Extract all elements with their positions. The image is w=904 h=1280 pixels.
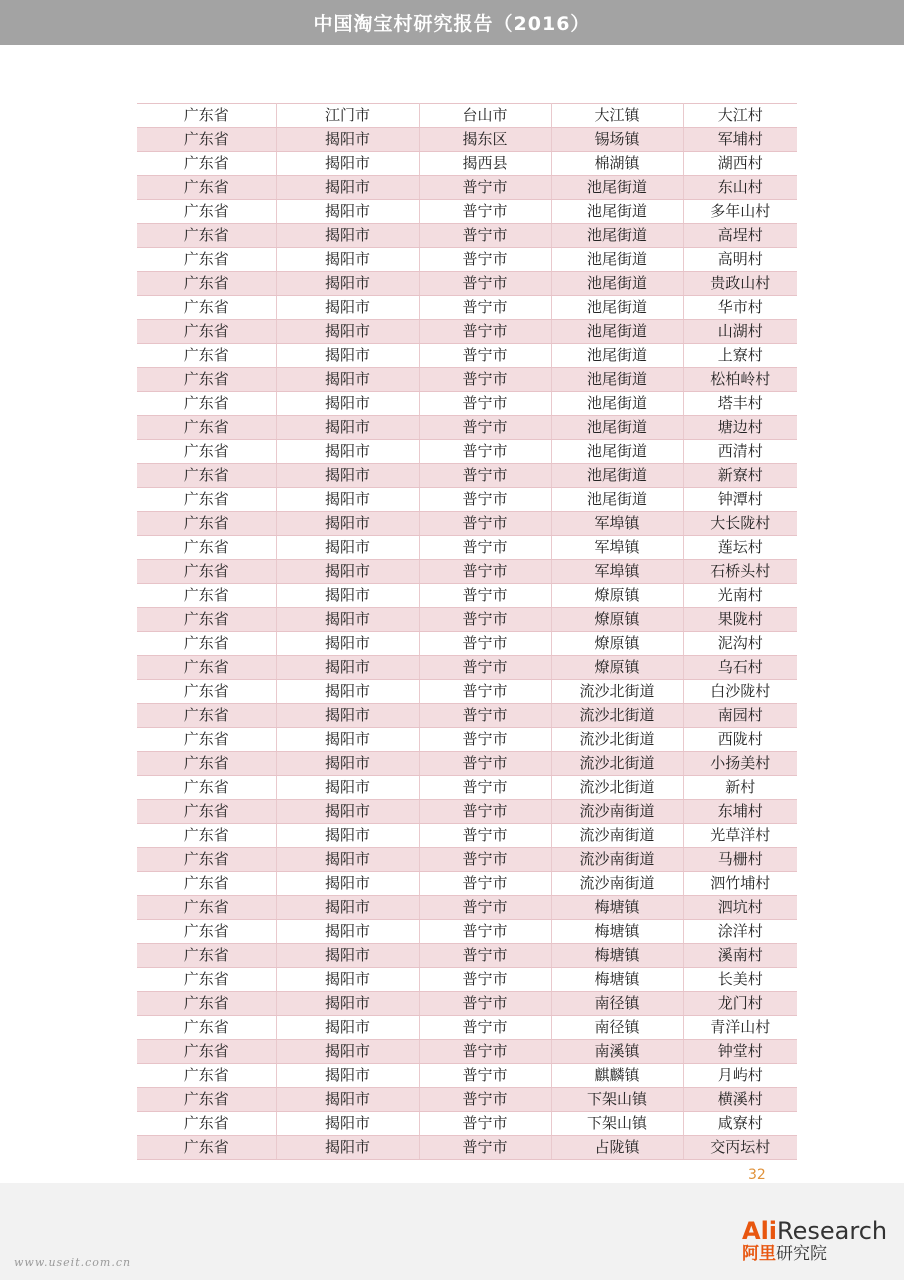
county-cell: 普宁市 [419, 296, 551, 320]
city-cell: 揭阳市 [276, 200, 419, 224]
village-cell: 西陇村 [683, 728, 797, 752]
table-row [137, 1088, 797, 1112]
town-cell: 燎原镇 [551, 656, 683, 680]
table-row [137, 440, 797, 464]
table-row [137, 656, 797, 680]
city-cell: 揭阳市 [276, 296, 419, 320]
province-cell: 广东省 [137, 512, 276, 536]
county-cell: 普宁市 [419, 488, 551, 512]
city-cell: 揭阳市 [276, 248, 419, 272]
town-cell: 军埠镇 [551, 560, 683, 584]
city-cell: 揭阳市 [276, 272, 419, 296]
table-row [137, 944, 797, 968]
village-cell: 南园村 [683, 704, 797, 728]
table-row [137, 176, 797, 200]
logo-wordmark [742, 1218, 902, 1244]
town-cell: 下架山镇 [551, 1088, 683, 1112]
town-cell: 燎原镇 [551, 632, 683, 656]
province-cell: 广东省 [137, 968, 276, 992]
table-row [137, 1016, 797, 1040]
county-cell: 普宁市 [419, 176, 551, 200]
town-cell: 锡场镇 [551, 128, 683, 152]
table-row [137, 320, 797, 344]
county-cell: 普宁市 [419, 248, 551, 272]
province-cell: 广东省 [137, 1016, 276, 1040]
table-row [137, 968, 797, 992]
village-cell: 乌石村 [683, 656, 797, 680]
province-cell: 广东省 [137, 584, 276, 608]
county-cell: 普宁市 [419, 512, 551, 536]
town-cell: 麒麟镇 [551, 1064, 683, 1088]
town-cell: 流沙北街道 [551, 680, 683, 704]
table-row [137, 464, 797, 488]
city-cell: 揭阳市 [276, 944, 419, 968]
table-row [137, 368, 797, 392]
village-cell: 泥沟村 [683, 632, 797, 656]
county-cell: 揭西县 [419, 152, 551, 176]
county-cell: 普宁市 [419, 1112, 551, 1136]
province-cell: 广东省 [137, 368, 276, 392]
county-cell: 普宁市 [419, 1064, 551, 1088]
province-cell: 广东省 [137, 392, 276, 416]
county-cell: 普宁市 [419, 344, 551, 368]
town-cell: 流沙南街道 [551, 848, 683, 872]
table-row [137, 1040, 797, 1064]
town-cell: 流沙南街道 [551, 824, 683, 848]
table-row [137, 344, 797, 368]
village-cell: 钟潭村 [683, 488, 797, 512]
city-cell: 揭阳市 [276, 1064, 419, 1088]
province-cell: 广东省 [137, 128, 276, 152]
county-cell: 台山市 [419, 104, 551, 128]
province-cell: 广东省 [137, 848, 276, 872]
city-cell: 揭阳市 [276, 152, 419, 176]
town-cell: 占陇镇 [551, 1136, 683, 1160]
province-cell: 广东省 [137, 248, 276, 272]
village-cell: 涂洋村 [683, 920, 797, 944]
city-cell: 揭阳市 [276, 824, 419, 848]
city-cell: 揭阳市 [276, 128, 419, 152]
province-cell: 广东省 [137, 632, 276, 656]
city-cell: 揭阳市 [276, 872, 419, 896]
town-cell: 池尾街道 [551, 440, 683, 464]
province-cell: 广东省 [137, 656, 276, 680]
town-cell: 燎原镇 [551, 584, 683, 608]
village-cell: 溪南村 [683, 944, 797, 968]
province-cell: 广东省 [137, 416, 276, 440]
village-cell: 塘边村 [683, 416, 797, 440]
province-cell: 广东省 [137, 1064, 276, 1088]
county-cell: 普宁市 [419, 1016, 551, 1040]
county-cell: 普宁市 [419, 800, 551, 824]
city-cell: 揭阳市 [276, 992, 419, 1016]
town-cell: 梅塘镇 [551, 968, 683, 992]
town-cell: 池尾街道 [551, 200, 683, 224]
table-row [137, 152, 797, 176]
village-cell: 光南村 [683, 584, 797, 608]
county-cell: 普宁市 [419, 920, 551, 944]
table-row [137, 704, 797, 728]
town-cell: 南径镇 [551, 1016, 683, 1040]
village-cell: 大长陇村 [683, 512, 797, 536]
town-cell: 梅塘镇 [551, 944, 683, 968]
city-cell: 揭阳市 [276, 896, 419, 920]
table-row [137, 248, 797, 272]
province-cell: 广东省 [137, 488, 276, 512]
town-cell: 池尾街道 [551, 416, 683, 440]
province-cell: 广东省 [137, 704, 276, 728]
town-cell: 池尾街道 [551, 488, 683, 512]
county-cell: 普宁市 [419, 896, 551, 920]
village-cell: 月屿村 [683, 1064, 797, 1088]
province-cell: 广东省 [137, 152, 276, 176]
county-cell: 普宁市 [419, 680, 551, 704]
county-cell: 普宁市 [419, 584, 551, 608]
town-cell: 下架山镇 [551, 1112, 683, 1136]
village-cell: 马栅村 [683, 848, 797, 872]
province-cell: 广东省 [137, 440, 276, 464]
county-cell: 普宁市 [419, 608, 551, 632]
table-row [137, 560, 797, 584]
table-row [137, 632, 797, 656]
table-row [137, 488, 797, 512]
county-cell: 普宁市 [419, 704, 551, 728]
city-cell: 揭阳市 [276, 224, 419, 248]
logo-cn-institute: 研究院 [776, 1244, 827, 1264]
table-row [137, 872, 797, 896]
city-cell: 揭阳市 [276, 704, 419, 728]
village-cell: 东山村 [683, 176, 797, 200]
logo-cn-ali: 阿里 [742, 1244, 776, 1264]
city-cell: 揭阳市 [276, 632, 419, 656]
town-cell: 南径镇 [551, 992, 683, 1016]
city-cell: 揭阳市 [276, 416, 419, 440]
town-cell: 燎原镇 [551, 608, 683, 632]
city-cell: 揭阳市 [276, 776, 419, 800]
town-cell: 池尾街道 [551, 176, 683, 200]
county-cell: 普宁市 [419, 752, 551, 776]
logo-research-text: Research [777, 1217, 888, 1245]
table-row [137, 1136, 797, 1160]
province-cell: 广东省 [137, 536, 276, 560]
province-cell: 广东省 [137, 104, 276, 128]
county-cell: 普宁市 [419, 992, 551, 1016]
county-cell: 普宁市 [419, 416, 551, 440]
province-cell: 广东省 [137, 872, 276, 896]
city-cell: 揭阳市 [276, 920, 419, 944]
city-cell: 揭阳市 [276, 680, 419, 704]
town-cell: 池尾街道 [551, 368, 683, 392]
province-cell: 广东省 [137, 992, 276, 1016]
town-cell: 池尾街道 [551, 296, 683, 320]
city-cell: 江门市 [276, 104, 419, 128]
report-header [0, 0, 904, 45]
county-cell: 普宁市 [419, 1136, 551, 1160]
county-cell: 普宁市 [419, 824, 551, 848]
table-row [137, 104, 797, 128]
table-row [137, 416, 797, 440]
town-cell: 池尾街道 [551, 224, 683, 248]
table-row [137, 752, 797, 776]
town-cell: 南溪镇 [551, 1040, 683, 1064]
table-row [137, 1064, 797, 1088]
county-cell: 普宁市 [419, 1088, 551, 1112]
table-row [137, 776, 797, 800]
province-cell: 广东省 [137, 200, 276, 224]
table-row [137, 608, 797, 632]
table-row [137, 680, 797, 704]
village-cell: 交丙坛村 [683, 1136, 797, 1160]
city-cell: 揭阳市 [276, 968, 419, 992]
village-cell: 大江村 [683, 104, 797, 128]
town-cell: 流沙北街道 [551, 752, 683, 776]
county-cell: 普宁市 [419, 968, 551, 992]
county-cell: 揭东区 [419, 128, 551, 152]
village-cell: 华市村 [683, 296, 797, 320]
county-cell: 普宁市 [419, 392, 551, 416]
town-cell: 梅塘镇 [551, 896, 683, 920]
province-cell: 广东省 [137, 1112, 276, 1136]
town-cell: 流沙北街道 [551, 728, 683, 752]
city-cell: 揭阳市 [276, 752, 419, 776]
village-cell: 咸寮村 [683, 1112, 797, 1136]
city-cell: 揭阳市 [276, 1136, 419, 1160]
city-cell: 揭阳市 [276, 440, 419, 464]
village-cell: 山湖村 [683, 320, 797, 344]
town-cell: 军埠镇 [551, 512, 683, 536]
city-cell: 揭阳市 [276, 512, 419, 536]
town-cell: 流沙南街道 [551, 800, 683, 824]
village-cell: 泗坑村 [683, 896, 797, 920]
city-cell: 揭阳市 [276, 608, 419, 632]
province-cell: 广东省 [137, 800, 276, 824]
province-cell: 广东省 [137, 176, 276, 200]
village-cell: 光草洋村 [683, 824, 797, 848]
village-table-container [137, 103, 797, 1160]
county-cell: 普宁市 [419, 848, 551, 872]
city-cell: 揭阳市 [276, 536, 419, 560]
village-cell: 龙门村 [683, 992, 797, 1016]
village-cell: 多年山村 [683, 200, 797, 224]
town-cell: 池尾街道 [551, 248, 683, 272]
table-row [137, 1112, 797, 1136]
page-number: 32 [748, 1167, 766, 1183]
province-cell: 广东省 [137, 1040, 276, 1064]
province-cell: 广东省 [137, 320, 276, 344]
town-cell: 池尾街道 [551, 464, 683, 488]
village-cell: 泗竹埔村 [683, 872, 797, 896]
county-cell: 普宁市 [419, 560, 551, 584]
village-cell: 青洋山村 [683, 1016, 797, 1040]
city-cell: 揭阳市 [276, 464, 419, 488]
county-cell: 普宁市 [419, 272, 551, 296]
aliresearch-logo [742, 1218, 902, 1273]
province-cell: 广东省 [137, 680, 276, 704]
table-row [137, 512, 797, 536]
village-cell: 小扬美村 [683, 752, 797, 776]
table-row [137, 848, 797, 872]
county-cell: 普宁市 [419, 536, 551, 560]
province-cell: 广东省 [137, 776, 276, 800]
county-cell: 普宁市 [419, 320, 551, 344]
city-cell: 揭阳市 [276, 392, 419, 416]
county-cell: 普宁市 [419, 656, 551, 680]
table-row [137, 536, 797, 560]
city-cell: 揭阳市 [276, 1112, 419, 1136]
village-cell: 长美村 [683, 968, 797, 992]
logo-ali-text: Ali [742, 1217, 778, 1245]
table-row [137, 728, 797, 752]
village-cell: 军埔村 [683, 128, 797, 152]
province-cell: 广东省 [137, 896, 276, 920]
village-table-body [137, 104, 797, 1160]
table-row [137, 392, 797, 416]
county-cell: 普宁市 [419, 944, 551, 968]
town-cell: 池尾街道 [551, 392, 683, 416]
table-row [137, 224, 797, 248]
province-cell: 广东省 [137, 824, 276, 848]
province-cell: 广东省 [137, 272, 276, 296]
city-cell: 揭阳市 [276, 320, 419, 344]
city-cell: 揭阳市 [276, 800, 419, 824]
village-cell: 高明村 [683, 248, 797, 272]
village-cell: 石桥头村 [683, 560, 797, 584]
city-cell: 揭阳市 [276, 560, 419, 584]
city-cell: 揭阳市 [276, 1088, 419, 1112]
village-cell: 高埕村 [683, 224, 797, 248]
province-cell: 广东省 [137, 464, 276, 488]
county-cell: 普宁市 [419, 776, 551, 800]
town-cell: 池尾街道 [551, 320, 683, 344]
village-cell: 湖西村 [683, 152, 797, 176]
city-cell: 揭阳市 [276, 656, 419, 680]
town-cell: 棉湖镇 [551, 152, 683, 176]
table-row [137, 824, 797, 848]
city-cell: 揭阳市 [276, 176, 419, 200]
village-cell: 新寮村 [683, 464, 797, 488]
county-cell: 普宁市 [419, 872, 551, 896]
province-cell: 广东省 [137, 920, 276, 944]
city-cell: 揭阳市 [276, 488, 419, 512]
table-row [137, 992, 797, 1016]
county-cell: 普宁市 [419, 200, 551, 224]
province-cell: 广东省 [137, 560, 276, 584]
table-row [137, 896, 797, 920]
county-cell: 普宁市 [419, 1040, 551, 1064]
table-row [137, 296, 797, 320]
province-cell: 广东省 [137, 224, 276, 248]
city-cell: 揭阳市 [276, 1040, 419, 1064]
table-row [137, 800, 797, 824]
logo-chinese [742, 1244, 902, 1264]
village-cell: 白沙陇村 [683, 680, 797, 704]
town-cell: 梅塘镇 [551, 920, 683, 944]
table-row [137, 584, 797, 608]
city-cell: 揭阳市 [276, 368, 419, 392]
province-cell: 广东省 [137, 752, 276, 776]
village-cell: 莲坛村 [683, 536, 797, 560]
village-cell: 贵政山村 [683, 272, 797, 296]
province-cell: 广东省 [137, 1136, 276, 1160]
village-cell: 新村 [683, 776, 797, 800]
village-cell: 果陇村 [683, 608, 797, 632]
town-cell: 池尾街道 [551, 272, 683, 296]
city-cell: 揭阳市 [276, 848, 419, 872]
village-cell: 横溪村 [683, 1088, 797, 1112]
watermark-url: www.useit.com.cn [14, 1256, 132, 1269]
county-cell: 普宁市 [419, 440, 551, 464]
village-cell: 塔丰村 [683, 392, 797, 416]
village-cell: 上寮村 [683, 344, 797, 368]
town-cell: 流沙北街道 [551, 704, 683, 728]
village-cell: 东埔村 [683, 800, 797, 824]
county-cell: 普宁市 [419, 368, 551, 392]
table-row [137, 272, 797, 296]
county-cell: 普宁市 [419, 464, 551, 488]
province-cell: 广东省 [137, 344, 276, 368]
county-cell: 普宁市 [419, 224, 551, 248]
province-cell: 广东省 [137, 608, 276, 632]
village-cell: 西清村 [683, 440, 797, 464]
province-cell: 广东省 [137, 1088, 276, 1112]
report-title: 中国淘宝村研究报告（2016） [313, 13, 591, 35]
table-row [137, 128, 797, 152]
province-cell: 广东省 [137, 728, 276, 752]
county-cell: 普宁市 [419, 728, 551, 752]
town-cell: 军埠镇 [551, 536, 683, 560]
city-cell: 揭阳市 [276, 728, 419, 752]
table-row [137, 200, 797, 224]
village-cell: 松柏岭村 [683, 368, 797, 392]
table-row [137, 920, 797, 944]
village-table [137, 103, 797, 1160]
province-cell: 广东省 [137, 944, 276, 968]
town-cell: 池尾街道 [551, 344, 683, 368]
town-cell: 大江镇 [551, 104, 683, 128]
town-cell: 流沙北街道 [551, 776, 683, 800]
county-cell: 普宁市 [419, 632, 551, 656]
province-cell: 广东省 [137, 296, 276, 320]
village-cell: 钟堂村 [683, 1040, 797, 1064]
city-cell: 揭阳市 [276, 1016, 419, 1040]
city-cell: 揭阳市 [276, 344, 419, 368]
town-cell: 流沙南街道 [551, 872, 683, 896]
city-cell: 揭阳市 [276, 584, 419, 608]
